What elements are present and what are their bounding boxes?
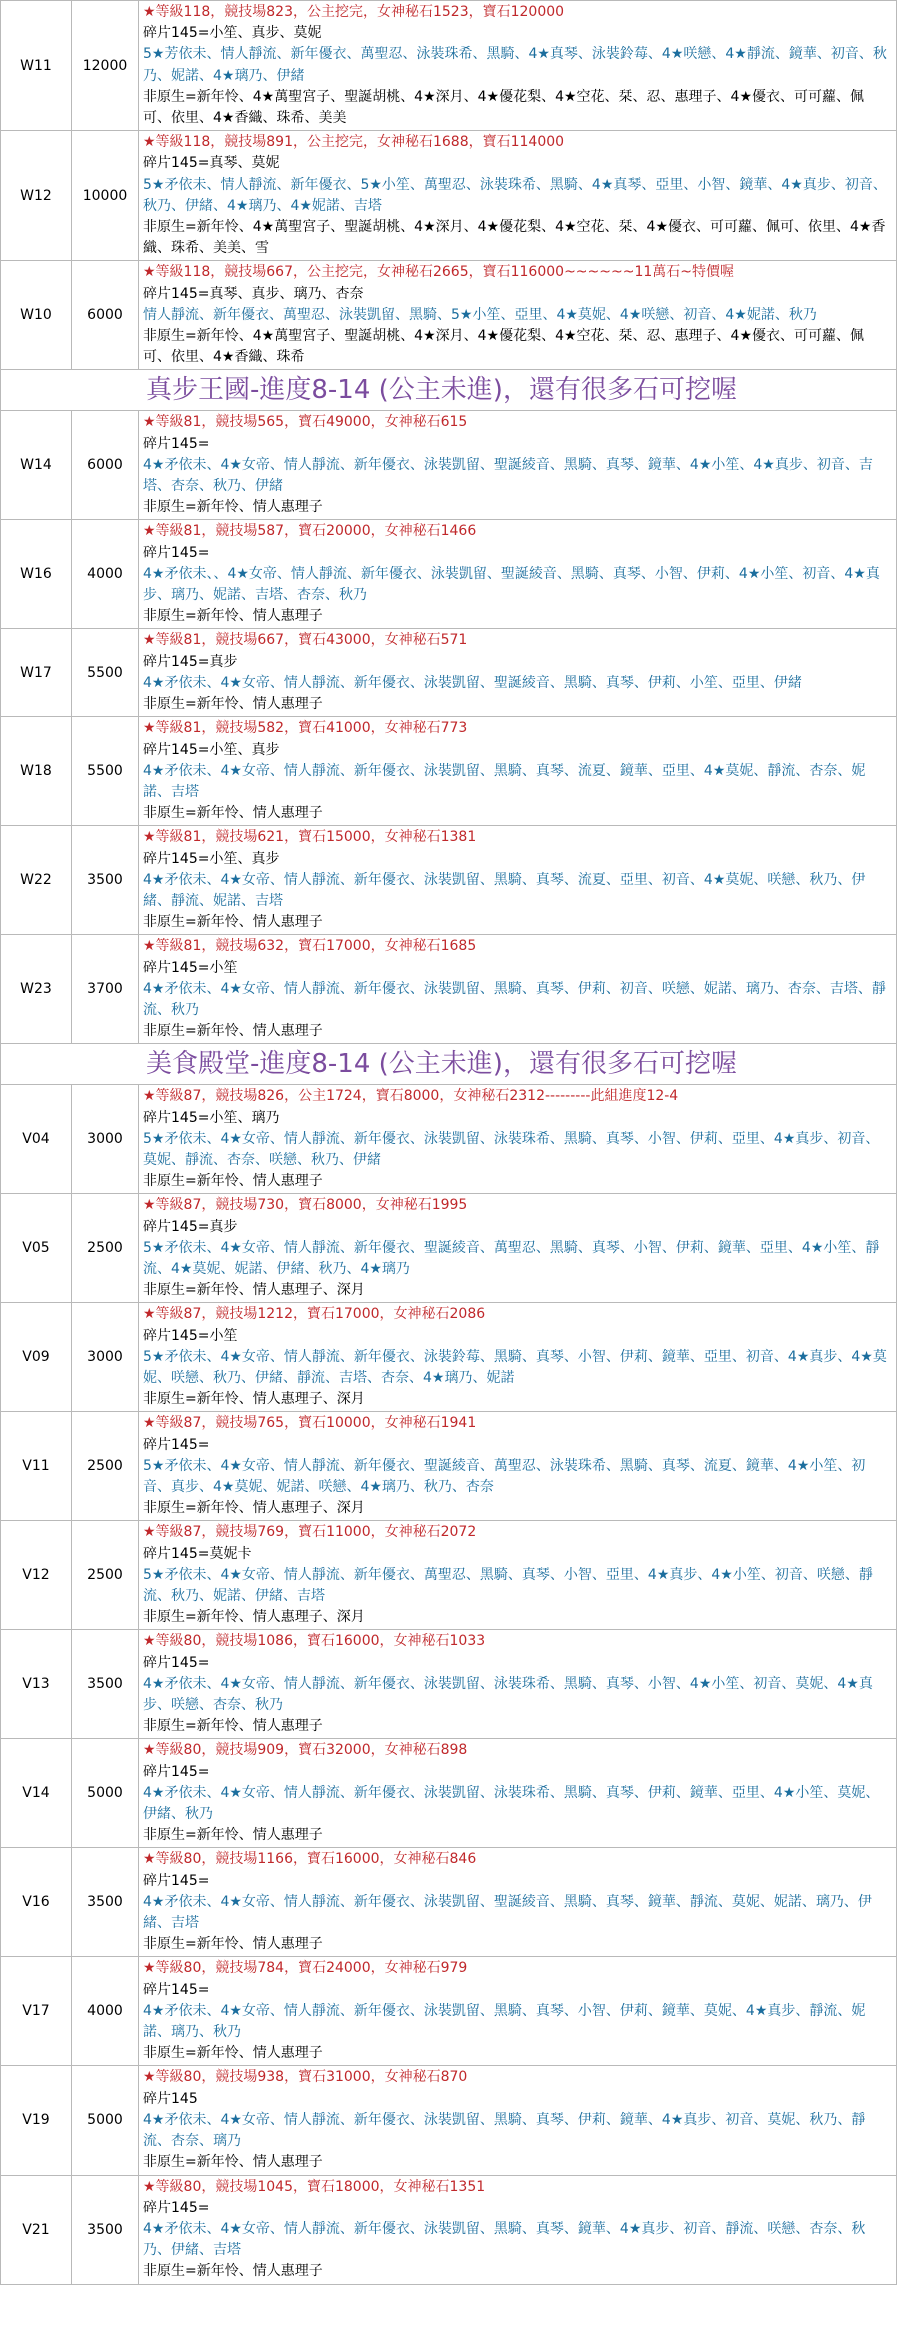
table-row xyxy=(1,520,897,629)
character-list: 5★矛依未、4★女帝、情人靜流、新年優衣、萬聖忍、黑騎、真琴、小智、亞里、4★真步、4★小笙、初音、咲戀、靜流、秋乃、妮諾、伊緒、吉塔 xyxy=(143,1566,873,1605)
stats-line: ★等級118，競技場667，公主挖完，女神秘石2665，寶石116000~~~~~~11萬石~特價喔 xyxy=(143,264,734,281)
account-details xyxy=(139,1521,897,1630)
stats-line: ★等級118，競技場823，公主挖完，女神秘石1523，寶石120000 xyxy=(143,4,565,20)
table-row xyxy=(1,629,897,717)
fragment-line: 碎片145= xyxy=(143,1763,210,1780)
character-list: 5★矛依未、情人靜流、新年優衣、5★小笙、萬聖忍、泳裝珠希、黑騎、4★真琴、亞里、小智、鏡華、4★真步、初音、秋乃、伊緒、4★璃乃、4★妮諾、吉塔 xyxy=(143,176,887,214)
account-id: V12 xyxy=(1,1521,72,1630)
account-price: 6000 xyxy=(72,261,139,370)
account-price: 2500 xyxy=(72,1521,139,1630)
account-id: W17 xyxy=(1,629,72,717)
table-body xyxy=(1,1,897,2285)
account-price: 3500 xyxy=(72,826,139,935)
fragment-line: 碎片145 xyxy=(143,2090,198,2107)
character-list: 5★芳依未、情人靜流、新年優衣、萬聖忍、泳裝珠希、黑騎、4★真琴、泳裝鈴莓、4★咲戀、4★靜流、鏡華、初音、秋乃、妮諾、4★璃乃、伊緒 xyxy=(143,46,887,84)
account-price: 3500 xyxy=(72,2175,139,2284)
account-id: W10 xyxy=(1,261,72,370)
fragment-line: 碎片145=真琴、莫妮 xyxy=(143,155,280,172)
account-details xyxy=(139,261,897,370)
account-price: 2500 xyxy=(72,1412,139,1521)
account-id: V11 xyxy=(1,1412,72,1521)
non-native-line: 非原生=新年怜、4★萬聖宮子、聖誕胡桃、4★深月、4★優花梨、4★空花、栞、4★優衣、可可蘿、佩可、依里、4★香織、珠希、美美、雪 xyxy=(143,219,886,257)
non-native-line: 非原生=新年怜、情人惠理子 xyxy=(143,499,323,516)
table-row xyxy=(1,411,897,520)
account-id: W14 xyxy=(1,411,72,520)
account-details xyxy=(139,629,897,717)
account-details xyxy=(139,1412,897,1521)
stats-line: ★等級87，競技場765，寶石10000，女神秘石1941 xyxy=(143,1415,477,1432)
account-price: 5500 xyxy=(72,717,139,826)
account-details xyxy=(139,131,897,261)
character-list: 5★矛依未、4★女帝、情人靜流、新年優衣、聖誕綾音、萬聖忍、泳裝珠希、黑騎、真琴、流夏、鏡華、4★小笙、初音、真步、4★莫妮、妮諾、咲戀、4★璃乃、秋乃、杏奈 xyxy=(143,1457,866,1495)
character-list: 4★矛依未、、4★女帝、情人靜流、新年優衣、泳裝凱留、聖誕綾音、黑騎、真琴、小智、伊莉、4★小笙、初音、4★真步、璃乃、妮諾、吉塔、杏奈、秋乃 xyxy=(143,565,880,604)
non-native-line: 非原生=新年怜、4★萬聖宮子、聖誕胡桃、4★深月、4★優花梨、4★空花、栞、忍、惠理子、4★優衣、可可蘿、佩可、依里、4★香織、珠希 xyxy=(143,328,865,366)
account-id: W16 xyxy=(1,520,72,629)
account-details xyxy=(139,520,897,629)
account-id: W18 xyxy=(1,717,72,826)
stats-line: ★等級87，競技場730，寶石8000，女神秘石1995 xyxy=(143,1197,468,1214)
account-id: V05 xyxy=(1,1194,72,1303)
stats-line: ★等級80，競技場784，寶石24000，女神秘石979 xyxy=(143,1960,468,1977)
account-price: 2500 xyxy=(72,1194,139,1303)
account-price: 10000 xyxy=(72,131,139,261)
non-native-line: 非原生=新年怜、情人惠理子 xyxy=(143,1023,323,1040)
table-row xyxy=(1,1412,897,1521)
character-list: 4★矛依未、4★女帝、情人靜流、新年優衣、泳裝凱留、黑騎、真琴、小智、伊莉、鏡華、莫妮、4★真步、靜流、妮諾、璃乃、秋乃 xyxy=(143,2002,866,2041)
account-id: V16 xyxy=(1,1848,72,1957)
fragment-line: 碎片145= xyxy=(143,544,210,561)
non-native-line: 非原生=新年怜、情人惠理子 xyxy=(143,608,323,625)
table-row xyxy=(1,261,897,370)
character-list: 4★矛依未、4★女帝、情人靜流、新年優衣、泳裝凱留、聖誕綾音、黑騎、真琴、鏡華、靜流、莫妮、妮諾、璃乃、伊緒、吉塔 xyxy=(143,1893,872,1932)
non-native-line: 非原生=新年怜、情人惠理子 xyxy=(143,2263,323,2280)
fragment-line: 碎片145=小笙 xyxy=(143,1327,238,1344)
account-price: 3500 xyxy=(72,1630,139,1739)
account-details xyxy=(139,1194,897,1303)
account-details xyxy=(139,717,897,826)
character-list: 4★矛依未、4★女帝、情人靜流、新年優衣、泳裝凱留、聖誕綾音、黑騎、真琴、伊莉、小笙、亞里、伊緒 xyxy=(143,674,802,691)
stats-line: ★等級80，競技場938，寶石31000，女神秘石870 xyxy=(143,2069,468,2086)
account-details xyxy=(139,826,897,935)
stats-line: ★等級87，競技場1212，寶石17000，女神秘石2086 xyxy=(143,1306,486,1323)
account-details xyxy=(139,1630,897,1739)
section-header-row xyxy=(1,1044,897,1085)
stats-line: ★等級81，競技場582，寶石41000，女神秘石773 xyxy=(143,720,468,737)
character-list: 4★矛依未、4★女帝、情人靜流、新年優衣、泳裝凱留、黑騎、真琴、鏡華、4★真步、初音、靜流、咲戀、杏奈、秋乃、伊緒、吉塔 xyxy=(143,2220,866,2259)
table-row xyxy=(1,1,897,131)
account-price: 3500 xyxy=(72,1848,139,1957)
account-details xyxy=(139,1085,897,1194)
fragment-line: 碎片145= xyxy=(143,1872,210,1889)
stats-line: ★等級81，競技場621，寶石15000，女神秘石1381 xyxy=(143,829,477,846)
account-price: 3000 xyxy=(72,1303,139,1412)
fragment-line: 碎片145= xyxy=(143,2199,210,2216)
account-id: V13 xyxy=(1,1630,72,1739)
character-list: 5★矛依未、4★女帝、情人靜流、新年優衣、聖誕綾音、萬聖忍、黑騎、真琴、小智、伊莉、鏡華、亞里、4★小笙、靜流、4★莫妮、妮諾、伊緒、秋乃、4★璃乃 xyxy=(143,1239,880,1277)
table-row xyxy=(1,826,897,935)
account-id: V14 xyxy=(1,1739,72,1848)
account-price: 4000 xyxy=(72,1957,139,2066)
fragment-line: 碎片145=小笙、真步 xyxy=(143,850,280,867)
character-list: 4★矛依未、4★女帝、情人靜流、新年優衣、泳裝凱留、聖誕綾音、黑騎、真琴、鏡華、4★小笙、4★真步、初音、吉塔、杏奈、秋乃、伊緒 xyxy=(143,456,873,495)
account-details xyxy=(139,2066,897,2175)
character-list: 5★矛依未、4★女帝、情人靜流、新年優衣、泳裝鈴莓、黑騎、真琴、小智、伊莉、鏡華、亞里、初音、4★真步、4★莫妮、咲戀、秋乃、伊緒、靜流、吉塔、杏奈、4★璃乃、妮諾 xyxy=(143,1348,887,1386)
stats-line: ★等級87，競技場769，寶石11000，女神秘石2072 xyxy=(143,1524,477,1541)
fragment-line: 碎片145= xyxy=(143,1654,210,1671)
character-list: 4★矛依未、4★女帝、情人靜流、新年優衣、泳裝凱留、黑騎、真琴、流夏、亞里、初音、4★莫妮、咲戀、秋乃、伊緒、靜流、妮諾、吉塔 xyxy=(143,871,866,909)
table-row xyxy=(1,1957,897,2066)
table-row xyxy=(1,2066,897,2175)
fragment-line: 碎片145=小笙、真步、莫妮 xyxy=(143,25,322,42)
fragment-line: 碎片145= xyxy=(143,1981,210,1998)
stats-line: ★等級118，競技場891，公主挖完，女神秘石1688，寶石114000 xyxy=(143,134,565,151)
table-row xyxy=(1,1848,897,1957)
character-list: 4★矛依未、4★女帝、情人靜流、新年優衣、泳裝凱留、黑騎、真琴、流夏、鏡華、亞里、4★莫妮、靜流、杏奈、妮諾、吉塔 xyxy=(143,762,866,800)
character-list: 情人靜流、新年優衣、萬聖忍、泳裝凱留、黑騎、5★小笙、亞里、4★莫妮、4★咲戀、初音、4★妮諾、秋乃 xyxy=(143,306,817,323)
stats-line: ★等級81，競技場587，寶石20000，女神秘石1466 xyxy=(143,523,477,540)
table-row xyxy=(1,1194,897,1303)
table-row xyxy=(1,1739,897,1848)
non-native-line: 非原生=新年怜、情人惠理子 xyxy=(143,1173,323,1190)
account-id: V04 xyxy=(1,1085,72,1194)
fragment-line: 碎片145=真琴、真步、璃乃、杏奈 xyxy=(143,285,364,302)
account-details xyxy=(139,935,897,1044)
table-row xyxy=(1,1085,897,1194)
character-list: 5★矛依未、4★女帝、情人靜流、新年優衣、泳裝凱留、泳裝珠希、黑騎、真琴、小智、伊莉、亞里、4★真步、初音、莫妮、靜流、杏奈、咲戀、秋乃、伊緒 xyxy=(143,1130,880,1168)
fragment-line: 碎片145= xyxy=(143,435,210,452)
section-title: 美食殿堂-進度8-14 (公主未進)，還有很多石可挖喔 xyxy=(1,1044,897,1085)
account-details xyxy=(139,1303,897,1412)
fragment-line: 碎片145=莫妮卡 xyxy=(143,1545,252,1562)
stats-line: ★等級80，競技場1166，寶石16000，女神秘石846 xyxy=(143,1851,477,1868)
table-row xyxy=(1,1630,897,1739)
fragment-line: 碎片145=小笙、璃乃 xyxy=(143,1109,280,1126)
table-row xyxy=(1,935,897,1044)
stats-line: ★等級80，競技場1086，寶石16000，女神秘石1033 xyxy=(143,1633,486,1650)
character-list: 4★矛依未、4★女帝、情人靜流、新年優衣、泳裝凱留、黑騎、真琴、伊莉、初音、咲戀、妮諾、璃乃、杏奈、吉塔、靜流、秋乃 xyxy=(143,980,886,1018)
stats-line: ★等級81，競技場667，寶石43000，女神秘石571 xyxy=(143,632,468,649)
account-id: V21 xyxy=(1,2175,72,2284)
non-native-line: 非原生=新年怜、情人惠理子 xyxy=(143,1827,323,1844)
stats-line: ★等級87，競技場826，公主1724，寶石8000，女神秘石2312---------此組進度12-4 xyxy=(143,1088,679,1105)
section-title: 真步王國-進度8-14 (公主未進)，還有很多石可挖喔 xyxy=(1,370,897,411)
non-native-line: 非原生=新年怜、情人惠理子 xyxy=(143,1936,323,1953)
account-price: 5000 xyxy=(72,1739,139,1848)
table-row xyxy=(1,1303,897,1412)
non-native-line: 非原生=新年怜、情人惠理子 xyxy=(143,1718,323,1735)
non-native-line: 非原生=新年怜、情人惠理子、深月 xyxy=(143,1391,365,1408)
table-row xyxy=(1,131,897,261)
account-price: 12000 xyxy=(72,1,139,131)
account-details xyxy=(139,2175,897,2284)
non-native-line: 非原生=新年怜、4★萬聖宮子、聖誕胡桃、4★深月、4★優花梨、4★空花、栞、忍、惠理子、4★優衣、可可蘿、佩可、依里、4★香織、珠希、美美 xyxy=(143,88,865,127)
table-row xyxy=(1,1521,897,1630)
stats-line: ★等級80，競技場1045，寶石18000，女神秘石1351 xyxy=(143,2178,486,2195)
account-details xyxy=(139,411,897,520)
account-price: 3700 xyxy=(72,935,139,1044)
account-id: W23 xyxy=(1,935,72,1044)
stats-line: ★等級80，競技場909，寶石32000，女神秘石898 xyxy=(143,1742,468,1759)
non-native-line: 非原生=新年怜、情人惠理子 xyxy=(143,696,323,713)
non-native-line: 非原生=新年怜、情人惠理子 xyxy=(143,2154,323,2171)
section-header-row xyxy=(1,370,897,411)
account-details xyxy=(139,1848,897,1957)
fragment-line: 碎片145=小笙 xyxy=(143,959,238,976)
account-id: V09 xyxy=(1,1303,72,1412)
table-row xyxy=(1,2175,897,2284)
account-details xyxy=(139,1957,897,2066)
account-id: W22 xyxy=(1,826,72,935)
account-id: W11 xyxy=(1,1,72,131)
non-native-line: 非原生=新年怜、情人惠理子 xyxy=(143,805,323,822)
fragment-line: 碎片145=真步 xyxy=(143,1218,238,1235)
account-details xyxy=(139,1,897,131)
account-details xyxy=(139,1739,897,1848)
fragment-line: 碎片145= xyxy=(143,1436,210,1453)
account-id: W12 xyxy=(1,131,72,261)
stats-line: ★等級81，競技場565，寶石49000，女神秘石615 xyxy=(143,414,468,431)
account-price: 3000 xyxy=(72,1085,139,1194)
non-native-line: 非原生=新年怜、情人惠理子、深月 xyxy=(143,1500,365,1517)
non-native-line: 非原生=新年怜、情人惠理子 xyxy=(143,2045,323,2062)
fragment-line: 碎片145=真步 xyxy=(143,653,238,670)
non-native-line: 非原生=新年怜、情人惠理子、深月 xyxy=(143,1282,365,1299)
account-price: 4000 xyxy=(72,520,139,629)
account-price: 5000 xyxy=(72,2066,139,2175)
account-price: 6000 xyxy=(72,411,139,520)
character-list: 4★矛依未、4★女帝、情人靜流、新年優衣、泳裝凱留、黑騎、真琴、伊莉、鏡華、4★真步、初音、莫妮、秋乃、靜流、杏奈、璃乃 xyxy=(143,2111,866,2150)
stats-line: ★等級81，競技場632，寶石17000，女神秘石1685 xyxy=(143,938,477,955)
character-list: 4★矛依未、4★女帝、情人靜流、新年優衣、泳裝凱留、泳裝珠希、黑騎、真琴、伊莉、鏡華、亞里、4★小笙、莫妮、伊緒、秋乃 xyxy=(143,1784,880,1823)
non-native-line: 非原生=新年怜、情人惠理子 xyxy=(143,914,323,931)
account-id: V17 xyxy=(1,1957,72,2066)
fragment-line: 碎片145=小笙、真步 xyxy=(143,741,280,758)
character-list: 4★矛依未、4★女帝、情人靜流、新年優衣、泳裝凱留、泳裝珠希、黑騎、真琴、小智、4★小笙、初音、莫妮、4★真步、咲戀、杏奈、秋乃 xyxy=(143,1675,873,1714)
non-native-line: 非原生=新年怜、情人惠理子、深月 xyxy=(143,1609,365,1626)
account-id: V19 xyxy=(1,2066,72,2175)
account-price: 5500 xyxy=(72,629,139,717)
table-row xyxy=(1,717,897,826)
